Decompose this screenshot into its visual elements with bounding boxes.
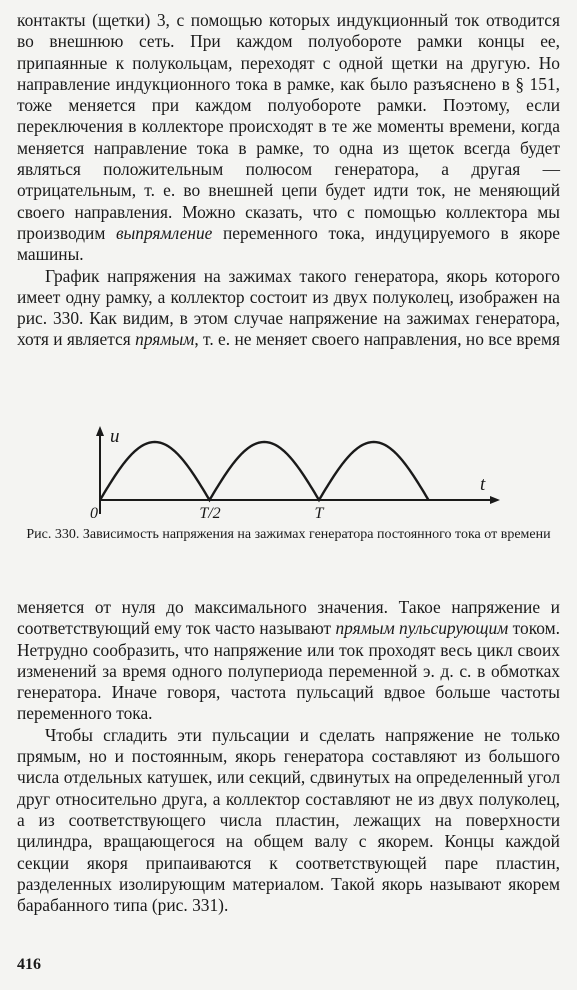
figure-caption: Рис. 330. Зависимость напряжения на зажимах генератора постоянного тока от времени — [26, 527, 551, 542]
paragraph-1: контакты (щетки) 3, с помощью которых индукционный ток отводится во внешнюю сеть. При каждом полуобороте рамки концы ее, припаянные к полукольцам, переходят с одной щетки на другую. Но направление индукционного тока в рамке, как было разъяснено в § 151, тоже меняется при каждом полуобороте рамки. Поэтому, если переключения в коллекторе происходят в те же моменты времени, когда меняется направление тока в рамке, то одна из щеток всегда будет являться положительным полюсом генератора, а другая — отрицательным, т. е. во внешней цепи будет идти ток, не меняющий своего направления. Можно сказать, что с помощью коллектора мы производим выпрямление переменного тока, индуцируемого в якоре машины. — [17, 10, 561, 265]
y-axis-arrow — [96, 426, 104, 436]
term-pulsating: прямым пульсирующим — [335, 618, 509, 639]
page-number: 416 — [17, 956, 41, 973]
y-axis-label: u — [110, 426, 120, 447]
bottom-text — [17, 597, 560, 916]
top-text — [17, 10, 560, 351]
term-rectification: выпрямление — [115, 222, 213, 243]
paragraph-3: меняется от нуля до максимального значения. Такое напряжение и соответствующий ему ток часто называют прямым пульсирующим током. Нетрудно сообразить, что напряжение или ток проходят весь цикл своих изменений за время одного полупериода переменной э. д. с. в обмотках генератора. Иначе говоря, частота пульсаций вдвое больше частоты переменного тока. — [17, 597, 561, 724]
curve-group — [100, 442, 429, 500]
voltage-graph — [60, 426, 520, 522]
paragraph-2: График напряжения на зажимах такого генератора, якорь которого имеет одну рамку, а коллектор состоит из двух полуколец, изображен на рис. 330. Как видим, в этом случае напряжение на зажимах генератора, хотя и является прямым, т. е. не меняет своего направления, но все время — [17, 265, 560, 350]
x-axis-arrow — [490, 496, 500, 504]
x-axis-label: t — [480, 474, 486, 495]
tick-label-period: T — [314, 505, 324, 522]
tick-label-half-period: T/2 — [199, 505, 221, 522]
paragraph-4: Чтобы сгладить эти пульсации и сделать напряжение не только прямым, но и постоянным, якорь генератора составляют из большого числа отдельных катушек, или секций, сдвинутых на определенный угол друг относительно друга, а коллектор составляют не из двух полуколец, а из соответствующего числа пластин, лежащих на поверхности цилиндра, вращающегося на общем валу с якорем. Концы каждой секции якоря припаиваются к соответствующей паре пластин, разделенных изолирующим материалом. Такой якорь называют якорем барабанного типа (рис. 331). — [17, 724, 560, 916]
tick-label-0: 0 — [90, 505, 98, 522]
voltage-curve — [100, 442, 429, 500]
term-direct: прямым — [135, 329, 195, 350]
